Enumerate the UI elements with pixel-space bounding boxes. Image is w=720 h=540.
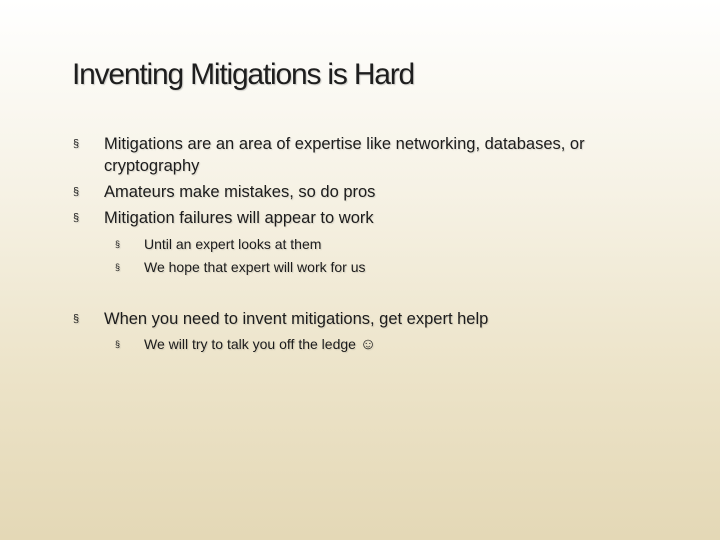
bullet-icon: § xyxy=(115,262,121,272)
sub-bullet-item xyxy=(115,256,684,278)
bullet-icon: § xyxy=(73,212,80,224)
bullet-text: Mitigation failures will appear to work xyxy=(104,209,374,227)
bullet-text: Amateurs make mistakes, so do pros xyxy=(104,183,376,201)
sub-bullet-item xyxy=(115,233,684,255)
bullet-item xyxy=(73,308,684,330)
bullet-item xyxy=(73,133,684,177)
sub-bullet-item xyxy=(115,333,684,356)
bullet-icon: § xyxy=(115,239,121,249)
slide-title: Inventing Mitigations is Hard xyxy=(72,58,415,91)
bullet-icon: § xyxy=(73,138,80,150)
bullet-item xyxy=(73,181,684,203)
bullet-item xyxy=(73,207,684,229)
bullet-icon: § xyxy=(73,186,80,198)
bullet-text: We hope that expert will work for us xyxy=(144,259,366,275)
bullet-text: Mitigations are an area of expertise like networking, databases, or cryptography xyxy=(104,135,585,175)
bullet-text: When you need to invent mitigations, get expert help xyxy=(104,310,489,328)
bullet-icon: § xyxy=(115,339,121,349)
bullet-text: We will try to talk you off the ledge xyxy=(144,336,356,352)
bullet-text: Until an expert looks at them xyxy=(144,236,322,252)
smiley-icon: ☺ xyxy=(359,336,377,353)
bullet-icon: § xyxy=(73,313,80,325)
